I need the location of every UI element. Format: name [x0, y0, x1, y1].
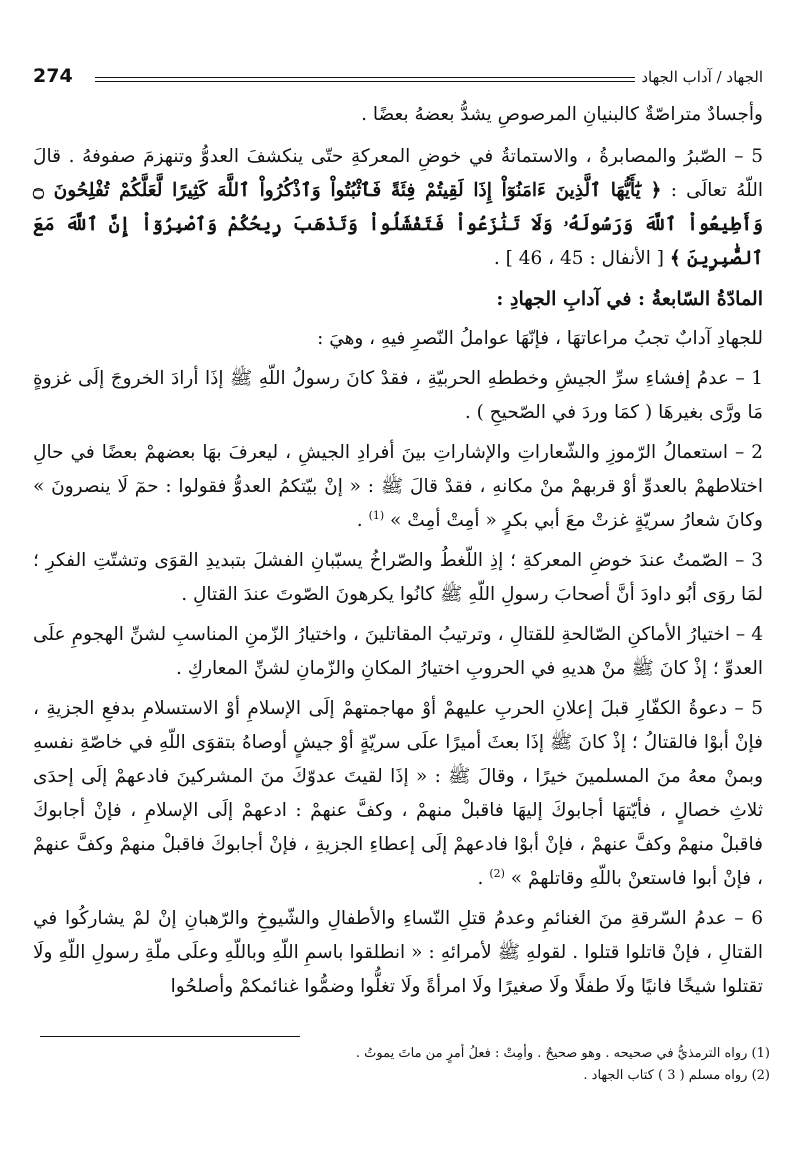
item-4-place-time: 4 – اختيارُ الأماكنِ الصّالحةِ للقتالِ ، وترتيبُ المقاتلينَ ، واختيارُ الزّمنِ المناسبِ لشنِّ الهجومِ علَى العدوِّ ؛ إذْ كانَ ﷺ منْ هديهِ في الحروبِ اختيارُ المكانِ والزّمانِ لشنِّ المعاركِ .: [33, 624, 763, 679]
footnotes: [40, 1036, 770, 1087]
page-number: 274: [33, 65, 73, 87]
item-1-secrecy: 1 – عدمُ إفشاءِ سرِّ الجيشِ وخططهِ الحربيّةِ ، فقدْ كانَ رسولُ اللّهِ ﷺ إذَا أرادَ الخروجَ إلَى غزوةٍ مَا ورَّى بغيرهَا ( كمَا وردَ في الصّحيحِ ) .: [33, 368, 763, 423]
page-body: [33, 98, 763, 1004]
page-header: [33, 58, 763, 88]
header-rule: [95, 77, 635, 82]
quran-reference: [ الأنفال : 45 ، 46 ] .: [493, 248, 664, 269]
item-5-invitation: [33, 692, 763, 896]
item-5-invitation-end: .: [477, 868, 484, 889]
item-2-end: .: [356, 510, 363, 531]
footnote-1: (1) رواه الترمذيُّ في صحيحه . وهو صحيحٌ . وأمِتْ : فعلُ أمرٍ من ماتَ يموتُ .: [355, 1046, 770, 1061]
running-head: الجهاد / آداب الجهاد: [641, 68, 763, 86]
continued-line: وأجسادٌ متراصّةٌ كالبنيانِ المرصوصِ يشدُّ بعضهُ بعضًا .: [361, 104, 763, 125]
footnote-ref-2[interactable]: (2): [489, 866, 505, 880]
item-2-codes: [33, 436, 763, 538]
item-3-silence: 3 – الصّمتُ عندَ خوضِ المعركةِ ؛ إذِ اللّغطُ والصّراخُ يسبّبانِ الفشلَ بتبديدِ القوَى وتشتّتِ الفكرِ ؛ لمَا روَى أبُو داودَ أنَّ أصحابَ رسولِ اللّهِ ﷺ كانُوا يكرهونَ الصّوتَ عندَ القتالِ .: [33, 550, 763, 605]
book-page: [33, 58, 763, 1010]
quran-verse: ﴿ يَٰٓأَيُّهَا ٱلَّذِينَ ءَامَنُوٓاْ إِذَا لَقِيتُمْ فِئَةً فَٱثْبُتُواْ وَٱذْكُرُواْ ٱللَّهَ كَثِيرًا لَّعَلَّكُمْ تُفْلِحُونَ ۝ وَأَطِيعُواْ ٱللَّهَ وَرَسُولَهُۥ وَلَا تَنَٰزَعُواْ فَتَفْشَلُواْ وَتَذْهَبَ رِيحُكُمْ وَٱصْبِرُوٓاْ إِنَّ ٱللَّهَ مَعَ ٱلصَّٰبِرِينَ ﴾: [33, 180, 763, 269]
section-label: المادّةُ السّابعةُ :: [638, 288, 763, 310]
section-title: في آدابِ الجهادِ :: [496, 288, 632, 310]
intro-paragraph: للجهادِ آدابٌ تجبُ مراعاتهَا ، فإنّهَا عواملُ النّصرِ فيهِ ، وهيَ :: [317, 328, 763, 349]
footnote-rule: [40, 1036, 300, 1037]
footnote-2: (2) رواه مسلم ( 3 ) كتاب الجهاد .: [583, 1068, 770, 1083]
item-2-text: 2 – استعمالُ الرّموزِ والشّعاراتِ والإشاراتِ بينَ أفرادِ الجيشِ ، ليعرفَ بهَا بعضهمْ بعضًا في حالِ اختلاطهمْ بالعدوِّ أوْ قربهمْ منْ مكانهِ ، فقدْ قالَ ﷺ : « إنْ بيّتكمُ العدوُّ فقولوا : حمٓ لَا ينصرونَ » وكانَ شعارُ سريّةٍ غزتْ معَ أبي بكرٍ « أمِتْ أمِتْ »: [33, 442, 763, 531]
section-heading: [33, 282, 763, 316]
footnote-ref-1[interactable]: (1): [368, 508, 385, 522]
item-5-invitation-text: 5 – دعوةُ الكفّارِ قبلَ إعلانِ الحربِ عليهمْ أوْ مهاجمتهمْ إلَى الإسلامِ أوْ الاستسلامِ بدفعِ الجزيةِ ، فإنْ أبوْا فالقتالُ ؛ إذْ كانَ ﷺ إذَا بعثَ أميرًا علَى سريّةٍ أوْ جيشٍ أوصاهُ بتقوَى اللّهِ في خاصّةِ نفسهِ وبمنْ معهُ منَ المسلمينَ خيرًا ، وقالَ ﷺ : « إذَا لقيتَ عدوّكَ منَ المشركينَ فادعهمْ إلَى إحدَى ثلاثِ خصالٍ ، فأيّتهَا أجابوكَ إليهَا فاقبلْ منهمْ ، وكفَّ عنهمْ : ادعهمْ إلَى الإسلامِ ، فإنْ أجابوكَ فاقبلْ منهمْ وكفَّ عنهمْ ، فإنْ أبوْا فادعهمْ إلَى إعطاءِ الجزيةِ ، فإنْ أجابوكَ فاقبلْ منهمْ وكفَّ عنهمْ ، فإنْ أبوا فاستعنْ باللّهِ وقاتلهمْ »: [33, 698, 763, 889]
item-5-patience: [33, 140, 763, 276]
item-5-text: 5 – الصّبرُ والمصابرةُ ، والاستماتةُ في خوضِ المعركةِ حتّى ينكشفَ العدوُّ وتنهزمَ صفوفهُ . قالَ اللّهُ تعالَى :: [33, 146, 763, 201]
item-6-no-theft: 6 – عدمُ السّرقةِ منَ الغنائمِ وعدمُ قتلِ النّساءِ والأطفالِ والشّيوخِ والرّهبانِ إنْ لمْ يشاركُوا في القتالِ ، فإنْ قاتلوا قتلوا . لقولهِ ﷺ لأمرائهِ : « انطلقوا باسمِ اللّهِ وباللّهِ وعلَى ملّةِ رسولِ اللّهِ ولَا تقتلوا شيخًا فانيًا ولَا طفلًا ولَا صغيرًا ولَا امرأةً ولَا تغلُّوا وضمُّوا غنائمكمْ وأصلحُوا: [33, 908, 763, 997]
